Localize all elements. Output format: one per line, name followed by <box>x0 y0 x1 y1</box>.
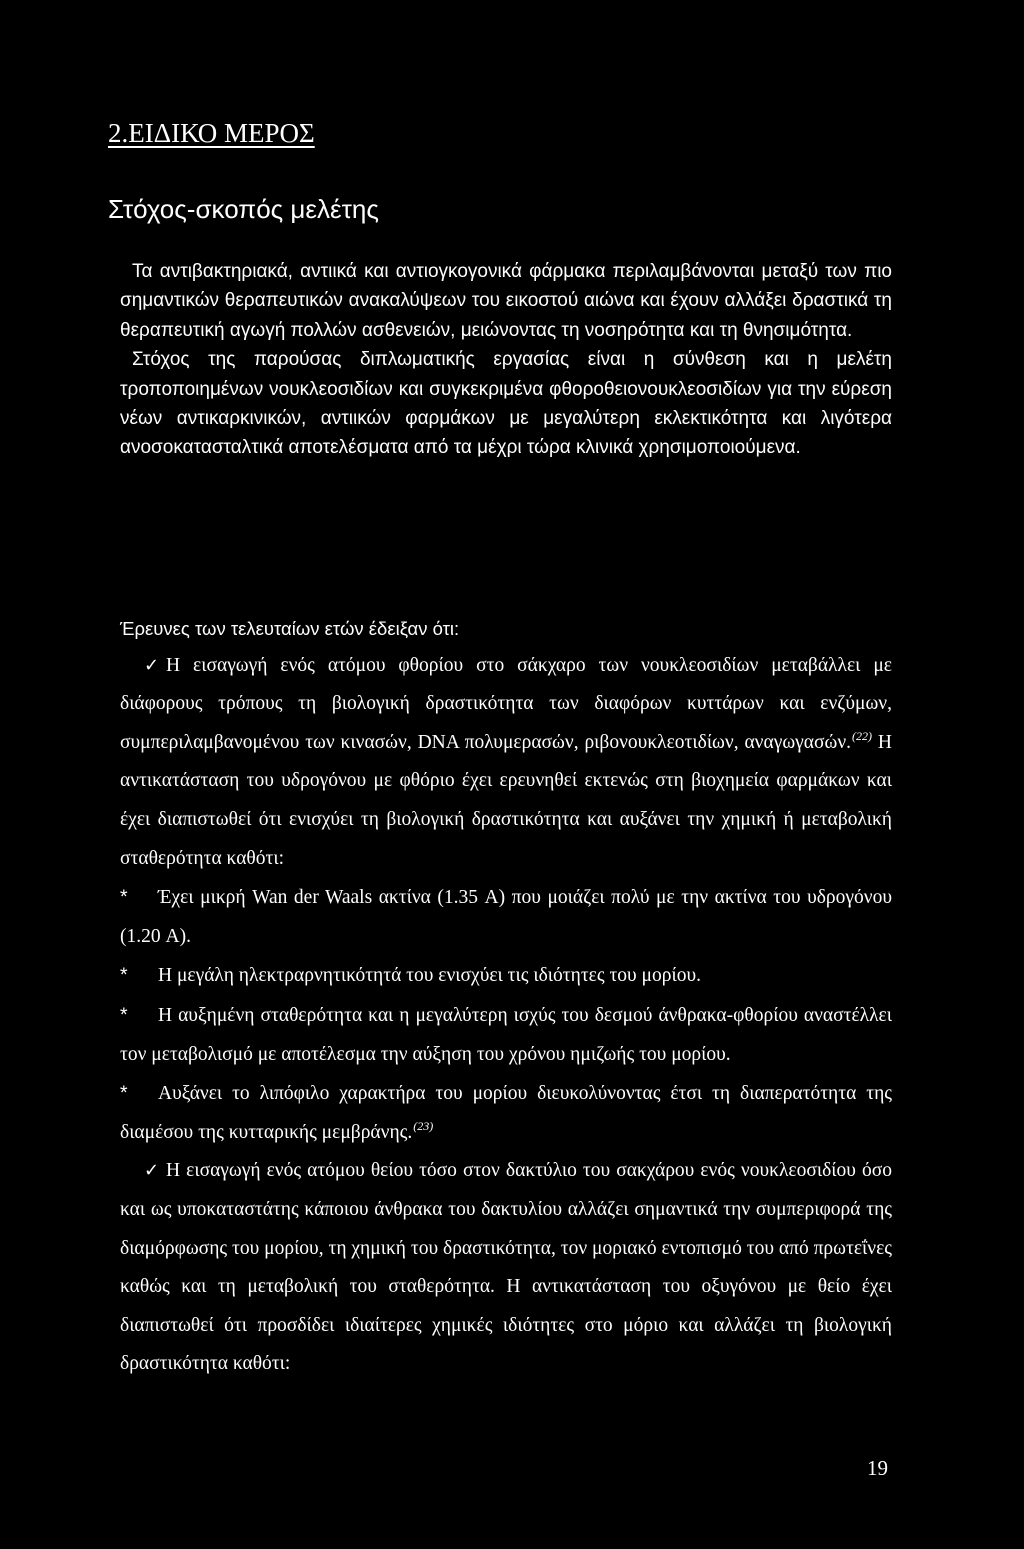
check-item-1-text-b: Η αντικατάσταση του υδρογόνου με φθόριο έχει ερευνηθεί εκτενώς στη βιοχημεία φαρμάκων και έχει διαπιστωθεί ότι ενισχύει τη βιολογική δραστικότητα και αυξάνει την χημική ή μεταβολική σταθερότητα καθότι: <box>120 731 892 869</box>
bullet-item <box>120 1074 892 1152</box>
checkmark-icon: ✓ <box>144 1160 160 1182</box>
bullet-item <box>120 878 892 956</box>
bullet-text: Αυξάνει το λιπόφιλο χαρακτήρα του μορίου διευκολύνοντας έτσι τη διαπερατότητα της διαμέσου της κυτταρικής μεμβράνης. <box>120 1083 892 1143</box>
findings-text <box>120 618 892 1384</box>
reference-23: (23) <box>413 1118 434 1133</box>
asterisk-icon: * <box>120 1003 128 1026</box>
bullet-text: Η αυξημένη σταθερότητα και η μεγαλύτερη ισχύς του δεσμού άνθρακα-φθορίου αναστέλλει τον μεταβολισμό με αποτέλεσμα την αύξηση του χρόνου ημιζωής του μορίου. <box>120 1004 892 1065</box>
reference-22: (22) <box>852 728 873 743</box>
check-item-2 <box>120 1152 892 1384</box>
intro-text <box>120 257 892 463</box>
asterisk-icon: * <box>120 886 128 909</box>
checkmark-icon: ✓ <box>144 654 160 676</box>
check-item-1 <box>120 647 892 879</box>
bullet-item <box>120 956 892 996</box>
check-item-2-text: Η εισαγωγή ενός ατόμου θείου τόσο στον δακτύλιο του σακχάρου ενός νουκλεοσιδίου όσο και ως υποκαταστάτης κάποιου άνθρακα του δακτυλίου αλλάζει σημαντικά την συμπεριφορά της διαμόρφωσης του μορίου, τη χημική του δραστικότητα, τον μοριακό εντοπισμό του από πρωτεΐνες καθώς και τη μεταβολική του σταθερότητα. Η αντικατάσταση του οξυγόνου με θείο έχει διαπιστωθεί ότι προσδίδει ιδιαίτερες χημικές ιδιότητες στο μόριο και αλλάζει τη βιολογική δραστικότητα καθότι: <box>120 1160 892 1375</box>
check-item-1-text-a: Η εισαγωγή ενός ατόμου φθορίου στο σάκχαρο των νουκλεοσιδίων μεταβάλλει με διάφορους τρόπους τη βιολογική δραστικότητα των διαφόρων κυττάρων και ενζύμων, συμπεριλαμβανομένου των κινασών, DNA πολυμερασών, ριβονουκλεοτιδίων, αναγωγασών. <box>120 654 892 753</box>
bullet-text: Η μεγάλη ηλεκτραρνητικότητά του ενισχύει τις ιδιότητες του μορίου. <box>158 965 702 987</box>
section-title: 2.ΕΙΔΙΚΟ ΜΕΡΟΣ <box>108 118 315 148</box>
intro-paragraph-2: Στόχος της παρούσας διπλωματικής εργασίας είναι η σύνθεση και η μελέτη τροποποιημένων νουκλεοσιδίων και συγκεκριμένα φθοροθειονουκλεοσιδίων για την εύρεση νέων αντικαρκινικών, αντιικών φαρμάκων με μεγαλύτερη εκλεκτικότητα και λιγότερα ανοσοκατασταλτικά αποτελέσματα από τα μέχρι τώρα κλινικά χρησιμοποιούμενα. <box>120 349 892 459</box>
subtitle: Στόχος-σκοπός μελέτης <box>108 194 379 224</box>
page-number: 19 <box>867 1456 888 1480</box>
intro-paragraph-1: Τα αντιβακτηριακά, αντιικά και αντιογκογονικά φάρμακα περιλαμβάνονται μεταξύ των πιο σημαντικών θεραπευτικών ανακαλύψεων του εικοστού αιώνα και έχουν αλλάξει δραστικά τη θεραπευτική αγωγή πολλών ασθενειών, μειώνοντας τη νοσηρότητα και τη θνησιμότητα. <box>120 261 892 341</box>
findings-intro: Έρευνες των τελευταίων ετών έδειξαν ότι: <box>120 618 460 639</box>
asterisk-icon: * <box>120 1082 128 1105</box>
bullet-item <box>120 996 892 1074</box>
asterisk-icon: * <box>120 964 128 987</box>
bullet-text: Έχει μικρή Wan der Waals ακτίνα (1.35 A) που μοιάζει πολύ με την ακτίνα του υδρογόνου (1.20 A). <box>120 887 892 947</box>
